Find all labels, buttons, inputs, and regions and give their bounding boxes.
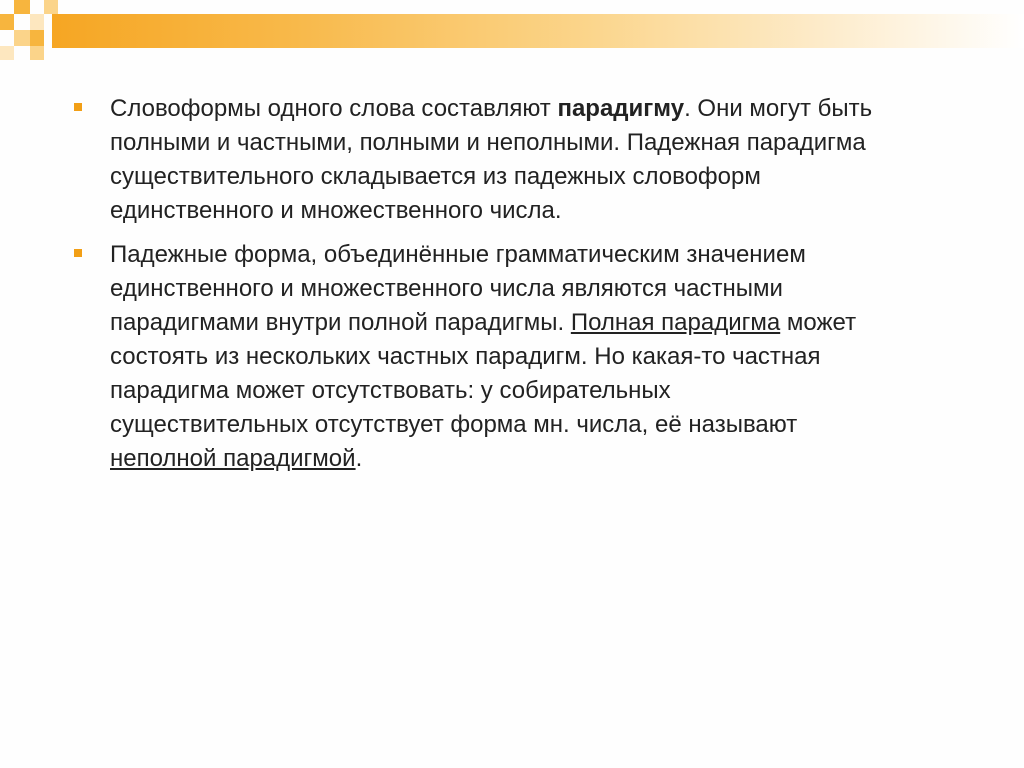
decor-square [14,30,30,46]
bullet-square-icon [74,249,82,257]
bullet-text [110,92,874,228]
text-run: Падежные форма, объединённые грамматическим значением единственного и множественного числа являются частными парадигмами внутри полной парадигмы. [110,241,806,336]
underlined-term: неполной парадигмой [110,445,356,472]
bullet-item [74,238,874,476]
decor-square [44,0,58,14]
text-run: . Они могут быть полными и частными, полными и неполными. Падежная парадигма существительного складывается из падежных словоформ единственного и множественного числа. [110,95,873,224]
decor-square [0,46,14,60]
decor-square [30,14,44,30]
header-band [52,14,1024,48]
bullet-square-icon [74,103,82,111]
bold-term: парадигму [557,95,685,122]
slide-content [74,92,874,486]
underlined-term: Полная парадигма [570,309,781,336]
decor-square [30,46,44,60]
text-run: Словоформы одного слова составляют [110,95,558,122]
decor-square [14,0,30,14]
text-run: . [355,445,363,472]
bullet-text [110,238,874,476]
text-run: может состоять из нескольких частных парадигм. Но какая-то частная парадигма может отсутствовать: у собирательных существительных отсутствует форма мн. числа, её называют [110,309,857,438]
decor-square [30,30,44,46]
decor-square [0,14,14,30]
bullet-item [74,92,874,228]
